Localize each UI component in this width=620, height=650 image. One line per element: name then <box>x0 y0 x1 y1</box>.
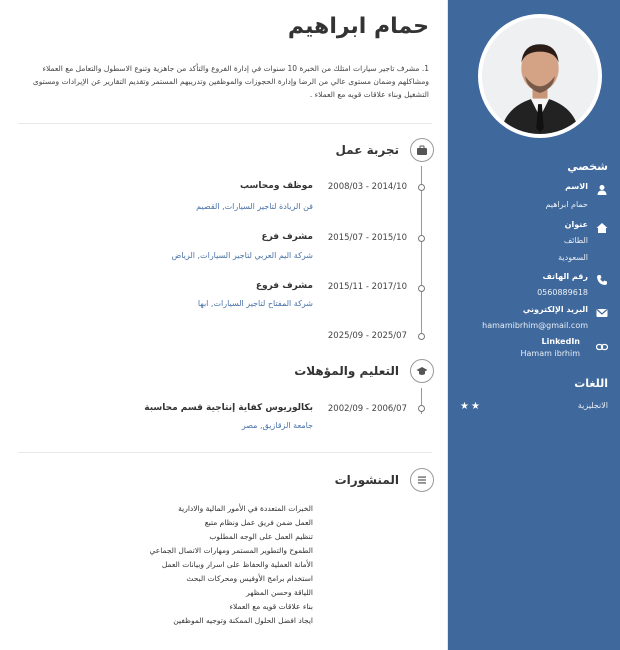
address-city: الطائف <box>563 236 588 245</box>
education-degree: بكالوريوس كفاية إنتاجية قسم محاسبة <box>144 403 313 413</box>
job-date: 2015/07 - 2015/10 <box>327 233 407 243</box>
job-date: 2015/11 - 2017/10 <box>327 282 407 292</box>
avatar <box>478 14 602 138</box>
timeline-dot <box>418 405 425 412</box>
address-label: عنوان <box>564 220 588 229</box>
phone-label: رقم الهاتف <box>542 272 588 281</box>
list-item: بناء علاقات قويه مع العملاء <box>229 602 313 611</box>
sidebar <box>448 0 620 650</box>
list-item: الأمانة العملية والحفاظ على اسرار وبيانات العمل <box>161 560 313 569</box>
job-company[interactable]: شركة اليم العربي لتاجير السيارات, الرياض <box>171 251 313 260</box>
address-country: السعودية <box>558 253 588 262</box>
list-icon <box>410 468 434 492</box>
divider <box>18 123 432 124</box>
list-item: الطموح والتطوير المستمر ومهارات الاتصال الجماعي <box>149 546 313 555</box>
phone-icon <box>596 274 608 286</box>
email-label: البريد الإلكتروني <box>522 305 588 314</box>
job-title: مشرف فروع <box>255 281 313 291</box>
job-title: موظف ومحاسب <box>240 181 313 191</box>
timeline-dot <box>418 184 425 191</box>
education-school[interactable]: جامعة الزقازيق, مصر <box>241 421 313 430</box>
page-title: حمام ابراهيم <box>287 14 429 39</box>
list-item: ايجاد افضل الحلول الممكنة وتوجيه الموظفين <box>173 616 313 625</box>
language-name: الانجليزية <box>577 401 608 410</box>
list-item: اللياقة وحسن المظهر <box>246 588 313 597</box>
experience-title: تجربة عمل <box>335 143 399 157</box>
user-icon <box>596 184 608 196</box>
email-value[interactable]: hamamibrhim@gmail.com <box>482 321 588 330</box>
timeline-dot <box>418 235 425 242</box>
list-item: استخدام برامج الأوفيس ومحركات البحث <box>186 574 313 583</box>
job-title: مشرف فرع <box>261 232 313 242</box>
briefcase-icon <box>410 138 434 162</box>
education-date: 2002/09 - 2006/07 <box>327 404 407 414</box>
link-icon <box>596 341 608 353</box>
job-company[interactable]: فن الريادة لتاجير السيارات, القصيم <box>196 202 313 211</box>
list-item: الخبرات المتعددة في الأمور المالية والادارية <box>178 504 313 513</box>
name-label: الاسم <box>565 182 588 191</box>
languages-title: اللغات <box>574 377 608 390</box>
experience-timeline <box>421 166 422 338</box>
linkedin-label: LinkedIn <box>541 337 580 346</box>
language-level-stars: ★★ <box>460 401 482 412</box>
graduation-cap-icon <box>410 359 434 383</box>
list-item: العمل ضمن فريق عمل ونظام متبع <box>204 518 313 527</box>
job-company[interactable]: شركة المفتاح لتاجير السيارات, ابها <box>197 299 313 308</box>
envelope-icon <box>596 307 608 319</box>
list-item: تنظيم العمل على الوجه المطلوب <box>209 532 313 541</box>
timeline-dot <box>418 333 425 340</box>
personal-title: شخصي <box>567 160 608 173</box>
summary-text: 1. مشرف تاجير سيارات امتلك من الخبرة 10 سنوات في إدارة الفروع والتأكد من جاهزية وتنوع الاسطول والتعامل مع العملاء ومشاكلهم وضمان مستوى عالي من الرضا وإدارة الحجوزات والموظفين وتدريبهم المستمر وتقديم التقارير عن الإيرادات ومستوى التشغيل وبناء علاقات قويه مع العملاء . <box>32 64 429 99</box>
education-title: التعليم والمؤهلات <box>294 364 399 378</box>
timeline-dot <box>418 285 425 292</box>
divider <box>18 452 432 453</box>
home-icon <box>596 222 608 234</box>
phone-value[interactable]: 0560889618 <box>537 288 588 297</box>
job-date: 2025/09 - 2025/07 <box>327 331 407 341</box>
linkedin-value[interactable]: Hamam ibrhim <box>520 349 580 358</box>
publications-title: المنشورات <box>334 473 399 487</box>
name-value: حمام ابراهيم <box>545 200 588 209</box>
job-date: 2008/03 - 2014/10 <box>327 182 407 192</box>
